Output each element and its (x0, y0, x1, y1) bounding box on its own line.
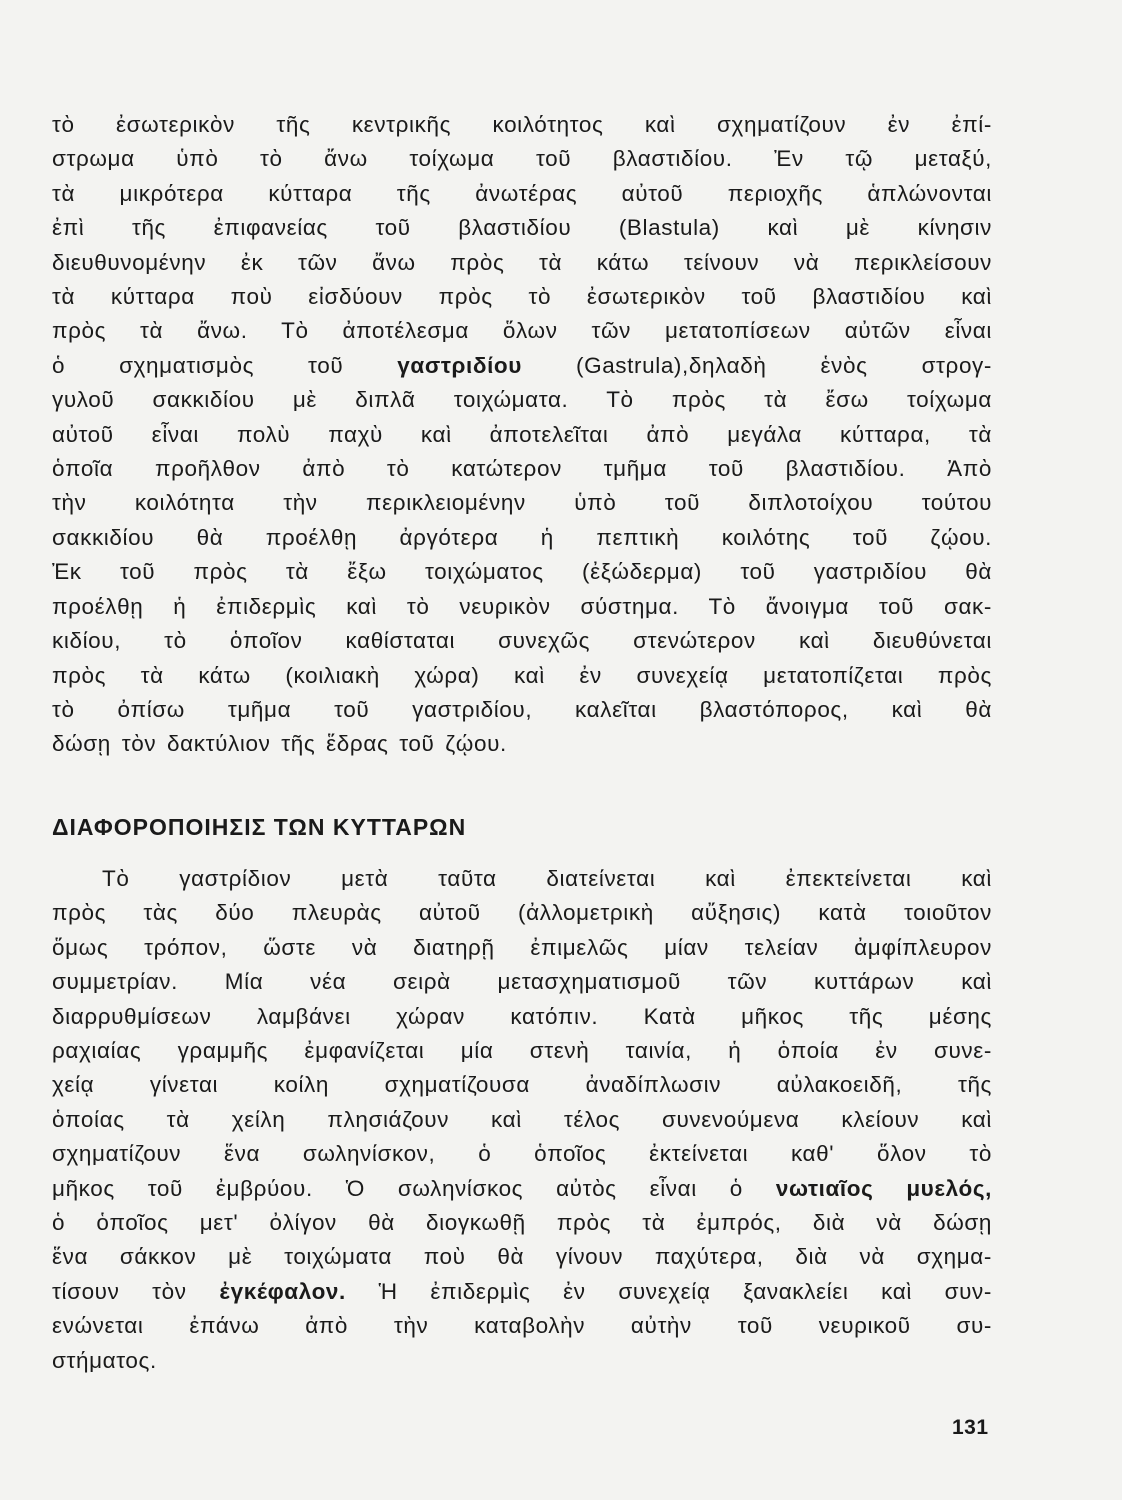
text-segment: (Gastrula),δηλαδὴ ἑνὸς στρογ- (521, 352, 992, 378)
text-line: προέλθῃ ἡ ἐπιδερμὶς καὶ τὸ νευρικὸν σύστημα. Τὸ ἄνοιγμα τοῦ σακ- (52, 593, 992, 619)
text-segment: τίσουν τὸν (52, 1278, 220, 1304)
text-line (52, 1275, 992, 1309)
text-line: Ἐκ τοῦ πρὸς τὰ ἔξω τοιχώματος (ἐξώδερμα) τοῦ γαστριδίου θὰ (52, 559, 992, 585)
text-line: ραχιαίας γραμμῆς ἐμφανίζεται μία στενὴ ταινία, ἡ ὁποία ἐν συνε- (52, 1038, 992, 1064)
bold-term-gastrula: γαστριδίου (397, 352, 522, 378)
text-line: δώσῃ τὸν δακτύλιον τῆς ἕδρας τοῦ ζῴου. (52, 731, 507, 757)
text-segment: μῆκος τοῦ ἐμβρύου. Ὁ σωληνίσκος αὐτὸς εἶναι ὁ (52, 1175, 776, 1201)
text-line: τὸ ὀπίσω τμῆμα τοῦ γαστριδίου, καλεῖται βλαστόπορος, καὶ θὰ (52, 696, 992, 722)
text-line: ὁποῖα προῆλθον ἀπὸ τὸ κατώτερον τμῆμα τοῦ βλαστιδίου. Ἀπὸ (52, 456, 992, 482)
text-line: διαρρυθμίσεων λαμβάνει χώραν κατόπιν. Κατὰ μῆκος τῆς μέσης (52, 1003, 992, 1029)
text-line: στήματος. (52, 1347, 157, 1373)
paragraph-gastrula (52, 108, 992, 762)
text-line (52, 1172, 992, 1206)
text-line: ἐπὶ τῆς ἐπιφανείας τοῦ βλαστιδίου (Blastula) καὶ μὲ κίνησιν (52, 215, 992, 241)
text-line: ὅμως τρόπον, ὥστε νὰ διατηρῇ ἐπιμελῶς μίαν τελείαν ἀμφίπλευρον (52, 934, 992, 960)
text-line: ὁ ὁποῖος μετ' ὀλίγον θὰ διογκωθῇ πρὸς τὰ ἐμπρός, διὰ νὰ δώσῃ (52, 1210, 992, 1236)
text-line: κιδίου, τὸ ὁποῖον καθίσταται συνεχῶς στενώτερον καὶ διευθύνεται (52, 628, 992, 654)
text-line: πρὸς τὰς δύο πλευρὰς αὐτοῦ (ἀλλομετρικὴ αὔξησις) κατὰ τοιοῦτον (52, 900, 992, 926)
text-line: Τὸ γαστρίδιον μετὰ ταῦτα διατείνεται καὶ ἐπεκτείνεται καὶ (102, 866, 992, 891)
text-line: γυλοῦ σακκιδίου μὲ διπλᾶ τοιχώματα. Τὸ πρὸς τὰ ἔσω τοίχωμα (52, 387, 992, 413)
text-line: ὁποίας τὰ χείλη πλησιάζουν καὶ τέλος συνενούμενα κλείουν καὶ (52, 1106, 992, 1132)
text-line: πρὸς τὰ ἄνω. Τὸ ἀποτέλεσμα ὅλων τῶν μετατοπίσεων αὐτῶν εἶναι (52, 318, 992, 344)
text-line: στρωμα ὑπὸ τὸ ἄνω τοίχωμα τοῦ βλαστιδίου. Ἐν τῷ μεταξύ, (52, 146, 992, 172)
bold-term-brain: ἐγκέφαλον. (219, 1278, 346, 1304)
text-line: σχηματίζουν ἕνα σωληνίσκον, ὁ ὁποῖος ἐκτείνεται καθ' ὅλον τὸ (52, 1141, 992, 1167)
text-line: σακκιδίου θὰ προέλθῃ ἀργότερα ἡ πεπτικὴ κοιλότης τοῦ ζῴου. (52, 524, 992, 550)
text-line: συμμετρίαν. Μία νέα σειρὰ μετασχηματισμοῦ τῶν κυττάρων καὶ (52, 969, 992, 995)
text-line: τὰ κύτταρα ποὺ εἰσδύουν πρὸς τὸ ἐσωτερικὸν τοῦ βλαστιδίου καὶ (52, 284, 992, 310)
text-line: τὸ ἐσωτερικὸν τῆς κεντρικῆς κοιλότητος καὶ σχηματίζουν ἐν ἐπί- (52, 112, 992, 137)
text-segment: Ἡ ἐπιδερμὶς ἐν συνεχείᾳ ξανακλείει καὶ συν- (345, 1278, 992, 1304)
text-line: πρὸς τὰ κάτω (κοιλιακὴ χώρα) καὶ ἐν συνεχείᾳ μετατοπίζεται πρὸς (52, 662, 992, 688)
text-line: ενώνεται ἐπάνω ἀπὸ τὴν καταβολὴν αὐτὴν τοῦ νευρικοῦ συ- (52, 1313, 992, 1339)
section-heading: ΔΙΑΦΟΡΟΠΟΙΗΣΙΣ ΤΩΝ ΚΥΤΤΑΡΩΝ (52, 814, 467, 840)
page-number: 131 (952, 1416, 989, 1439)
text-line (52, 349, 992, 383)
bold-term-spinal-cord: νωτιαῖος μυελός, (775, 1175, 992, 1201)
text-line: αὐτοῦ εἶναι πολὺ παχὺ καὶ ἀποτελεῖται ἀπὸ μεγάλα κύτταρα, τὰ (52, 421, 992, 447)
text-line: διευθυνομένην ἐκ τῶν ἄνω πρὸς τὰ κάτω τείνουν νὰ περικλείσουν (52, 249, 992, 275)
text-line: ἕνα σάκκον μὲ τοιχώματα ποὺ θὰ γίνουν παχύτερα, διὰ νὰ σχημα- (52, 1244, 992, 1270)
text-segment: ὁ σχηματισμὸς τοῦ (52, 352, 398, 378)
text-line: χείᾳ γίνεται κοίλη σχηματίζουσα ἀναδίπλωσιν αὐλακοειδῆ, τῆς (52, 1072, 992, 1098)
text-line: τὴν κοιλότητα τὴν περικλειομένην ὑπὸ τοῦ διπλοτοίχου τούτου (52, 490, 992, 516)
paragraph-cell-differentiation (52, 862, 992, 1378)
text-line: τὰ μικρότερα κύτταρα τῆς ἀνωτέρας αὐτοῦ περιοχῆς ἁπλώνονται (52, 180, 992, 206)
